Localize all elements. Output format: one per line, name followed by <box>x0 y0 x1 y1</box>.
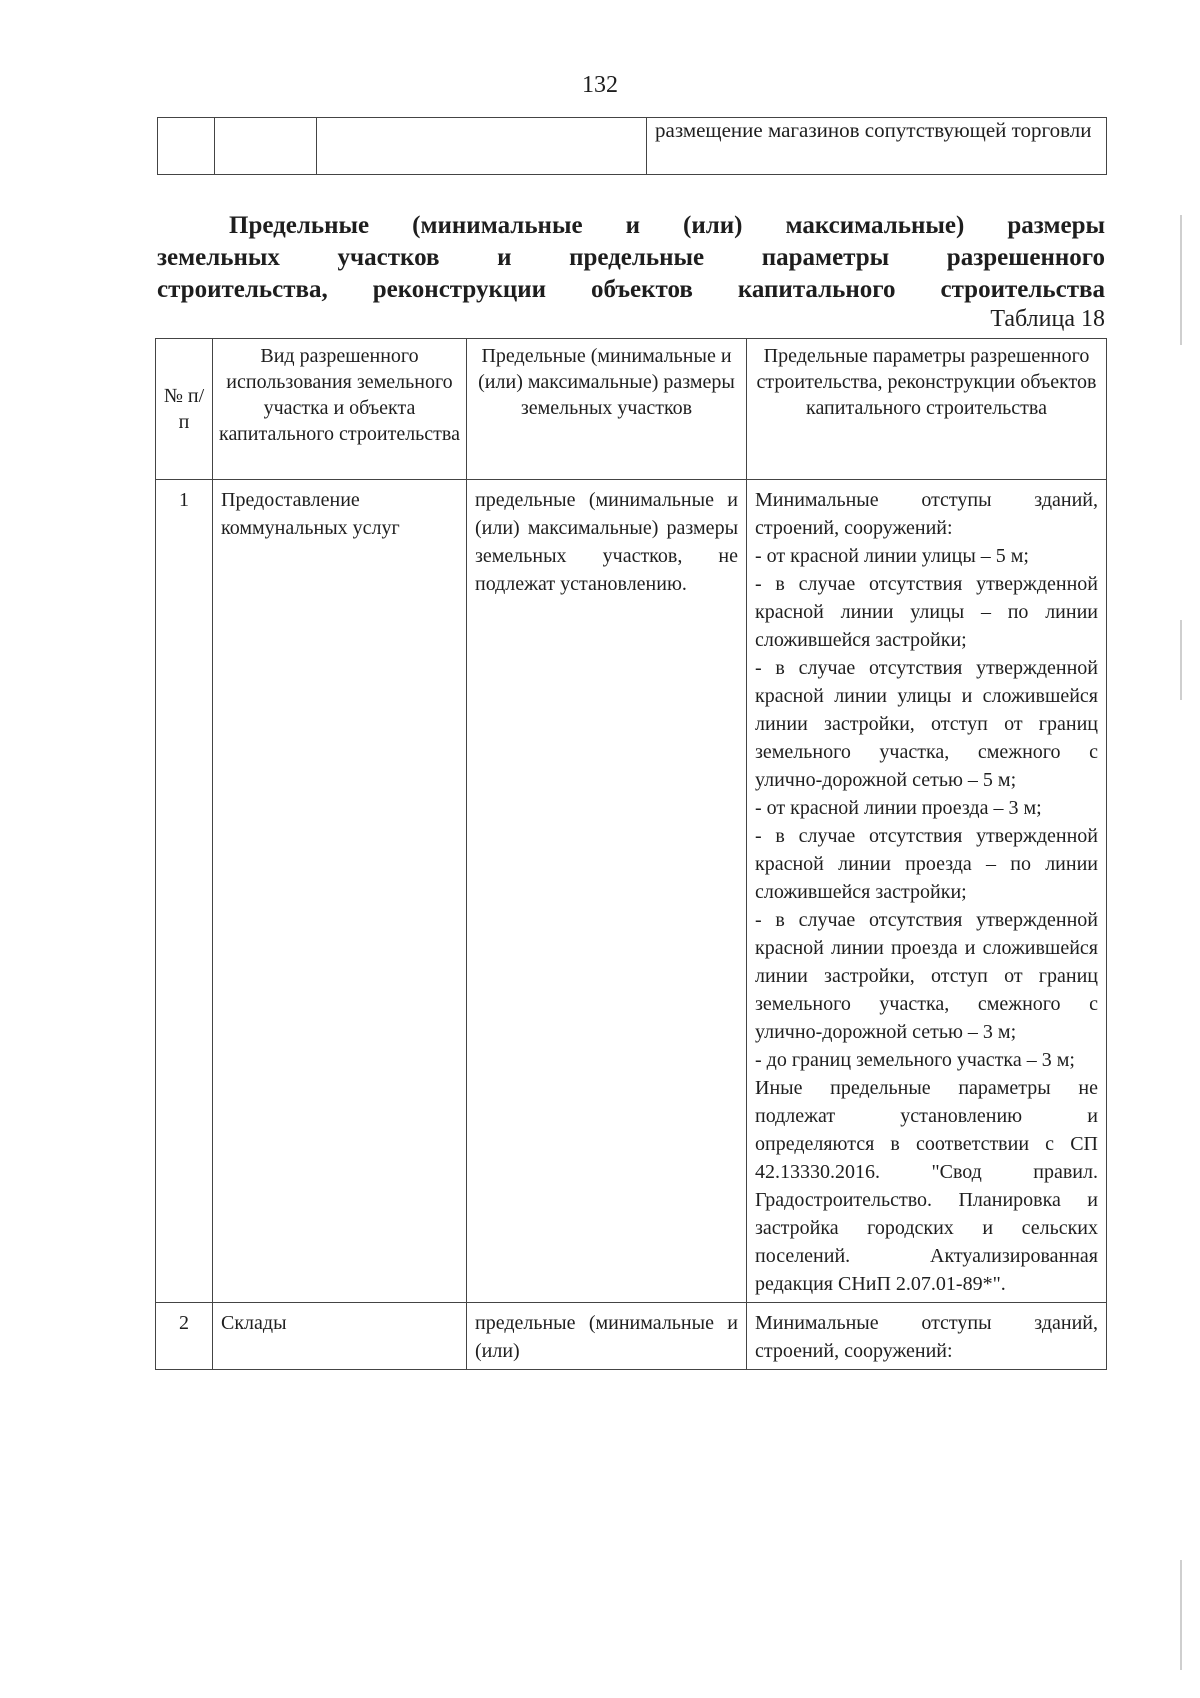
scan-edge-mark <box>1180 1560 1182 1670</box>
row-use: Склады <box>213 1303 467 1370</box>
table-cell <box>158 118 215 175</box>
param-line: - до границ земельного участка – 3 м; <box>755 1049 1075 1071</box>
scan-edge-mark <box>1180 215 1182 345</box>
table-row <box>156 1303 1107 1370</box>
row-use: Предоставление коммунальных услуг <box>213 480 467 1303</box>
param-line: - от красной линии улицы – 5 м; <box>755 545 1029 567</box>
page-number: 132 <box>582 72 618 98</box>
row-number: 1 <box>156 480 213 1303</box>
row-sizes: предельные (минимальные и (или) максимальные) размеры земельных участков, не подлежат установлению. <box>467 480 747 1303</box>
scan-edge-mark <box>1180 620 1182 700</box>
param-line: Минимальные отступы зданий, строений, сооружений: <box>755 1312 1098 1362</box>
header-sizes: Предельные (минимальные и (или) максимальные) размеры земельных участков <box>467 339 747 480</box>
table-label: Таблица 18 <box>990 306 1105 332</box>
param-line: - в случае отсутствия утвержденной красной линии проезда – по линии сложившейся застройки; <box>755 825 1098 903</box>
table-row <box>158 118 1107 175</box>
header-params: Предельные параметры разрешенного строительства, реконструкции объектов капитального строительства <box>747 339 1107 480</box>
header-use: Вид разрешенного использования земельного участка и объекта капитального строительства <box>213 339 467 480</box>
param-line: - в случае отсутствия утвержденной красной линии улицы и сложившейся линии застройки, отступ от границ земельного участка, смежного с улично-дорожной сетью – 5 м; <box>755 657 1098 791</box>
parameters-table <box>155 338 1107 1370</box>
param-line: - в случае отсутствия утвержденной красной линии проезда и сложившейся линии застройки, отступ от границ земельного участка, смежного с улично-дорожной сетью – 3 м; <box>755 909 1098 1043</box>
param-line: Иные предельные параметры не подлежат установлению и определяются в соответствии с СП 42.13330.2016. "Свод правил. Градостроительство. Планировка и застройка городских и сельских поселений. Актуализированная редакция СНиП 2.07.01-89*". <box>755 1077 1098 1295</box>
table-header-row <box>156 339 1107 480</box>
param-line: Минимальные отступы зданий, строений, сооружений: <box>755 489 1098 539</box>
section-title <box>157 210 1105 306</box>
table-cell: размещение магазинов сопутствующей торговли <box>647 118 1107 175</box>
title-line: земельных участков и предельные параметры разрешенного <box>157 244 1105 271</box>
header-number: № п/п <box>156 339 213 480</box>
row-sizes: предельные (минимальные и (или) <box>467 1303 747 1370</box>
table-cell <box>215 118 317 175</box>
continuation-table <box>157 117 1107 175</box>
param-line: - в случае отсутствия утвержденной красной линии улицы – по линии сложившейся застройки; <box>755 573 1098 651</box>
param-line: - от красной линии проезда – 3 м; <box>755 797 1042 819</box>
row-number: 2 <box>156 1303 213 1370</box>
title-line: Предельные (минимальные и (или) максимальные) размеры <box>229 212 1105 239</box>
row-params <box>747 1303 1107 1370</box>
title-line: строительства, реконструкции объектов капитального строительства <box>157 276 1105 303</box>
row-params <box>747 480 1107 1303</box>
table-row <box>156 480 1107 1303</box>
table-cell <box>317 118 647 175</box>
